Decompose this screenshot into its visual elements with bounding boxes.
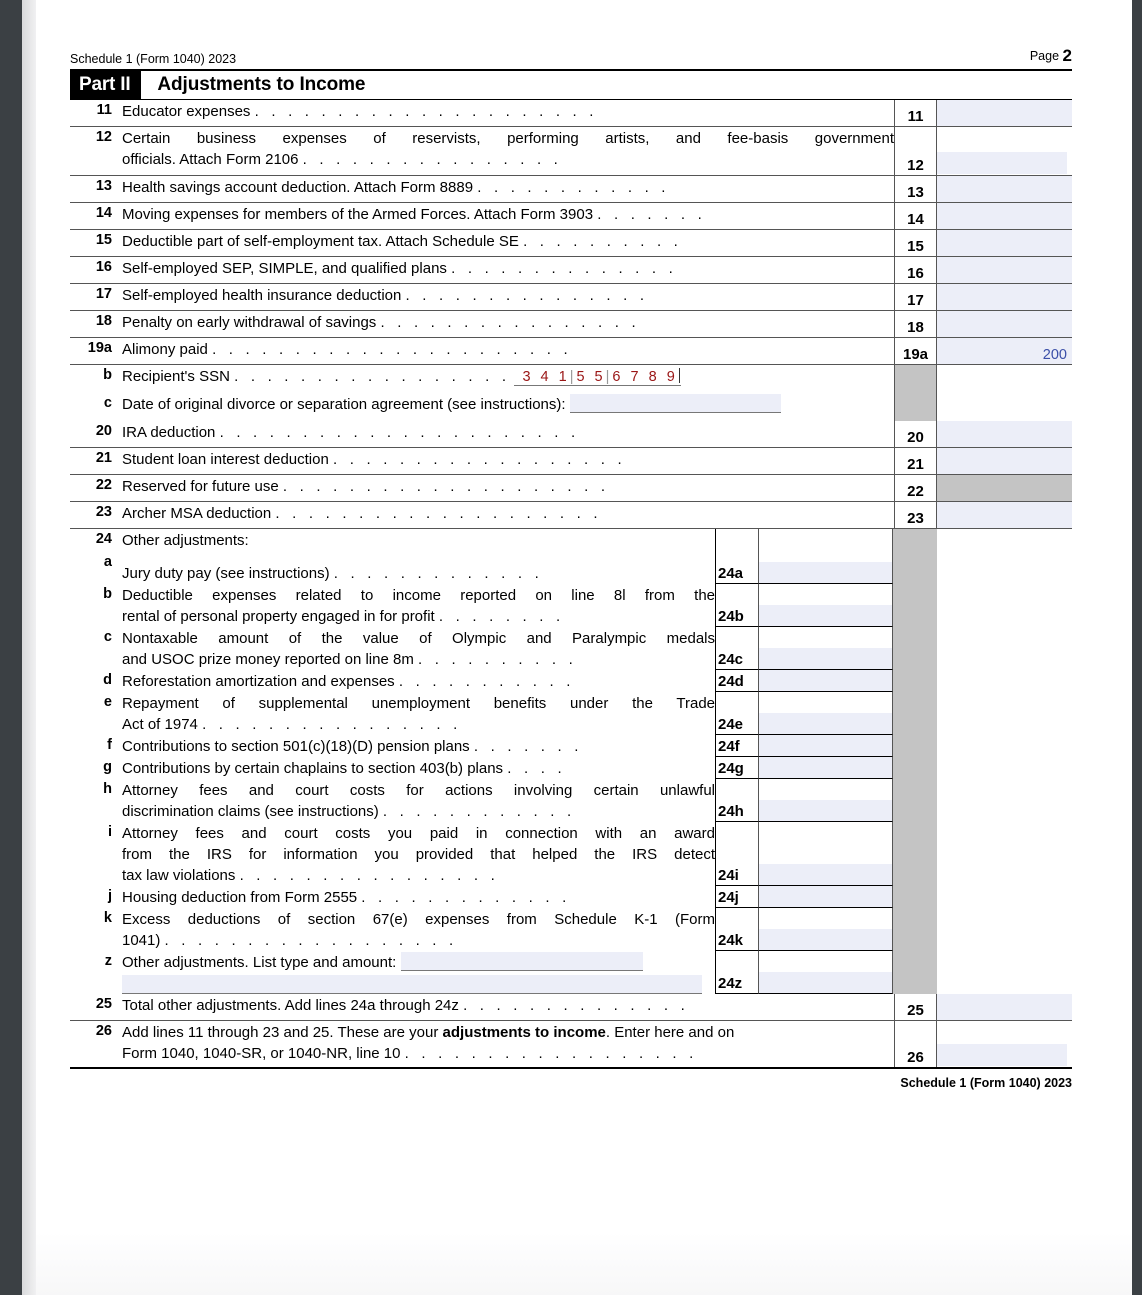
right-spacer <box>937 670 1072 692</box>
line-box-number: 24f <box>715 735 759 757</box>
page-number-label: Page 2 <box>1029 46 1072 65</box>
form-line-19a <box>70 338 1072 365</box>
amount-cell-group <box>894 257 1072 283</box>
mid-box-spacer <box>715 529 759 552</box>
line-number: 17 <box>95 286 112 302</box>
line-number: 11 <box>96 102 112 118</box>
line-number: 24 <box>95 531 112 547</box>
leader-dots: . . . . . . . . . . . . . . . . <box>239 867 499 884</box>
line-number: 13 <box>95 178 112 194</box>
other-adjustment-type-input[interactable] <box>401 952 643 971</box>
form-line-24b <box>70 584 1072 627</box>
line-box-number: 19a <box>894 338 937 364</box>
line-box-number: 12 <box>894 127 937 175</box>
line-box-number: 14 <box>894 203 937 229</box>
line-letter: f <box>107 737 112 753</box>
line-letter: c <box>103 629 112 645</box>
line-letter: z <box>104 953 112 969</box>
line-description: Repayment of supplemental unemployment benefits under the Trade Act of 1974 . . . . . . . . . . . . . . . . <box>122 695 715 733</box>
leader-dots: . . . . . . . . . . . . . . . . . . . . <box>282 478 610 495</box>
form-line-22 <box>70 475 1072 502</box>
amount-cell-group <box>894 311 1072 337</box>
amount-input-15[interactable] <box>937 230 1072 256</box>
form-line-24h <box>70 779 1072 822</box>
leader-dots: . . . . . . . <box>473 738 583 755</box>
amount-input-26-field[interactable] <box>937 1044 1067 1066</box>
line-description: Excess deductions of section 67(e) expenses from Schedule K-1 (Form 1041) . . . . . . . . . . . . . . . . . . <box>122 911 715 949</box>
line-box-shaded <box>894 365 937 393</box>
amount-input-25[interactable] <box>937 994 1072 1020</box>
form-line-24f <box>70 735 1072 757</box>
line-box-number: 24a <box>715 552 759 584</box>
leader-dots: . . . . . . . . . . . . . . <box>463 997 689 1014</box>
amount-input-17[interactable] <box>937 284 1072 310</box>
line-description: Student loan interest deduction . . . . . . . . . . . . . . . . . . <box>122 451 626 468</box>
leader-dots: . . . . . . . . <box>438 608 565 625</box>
line-letter: e <box>103 694 112 710</box>
amount-input-13[interactable] <box>937 176 1072 202</box>
leader-dots: . . . . <box>507 760 566 777</box>
line-box-number: 24k <box>715 908 759 951</box>
right-spacer <box>937 692 1072 735</box>
line-number: 15 <box>95 232 112 248</box>
part-ii-banner <box>70 71 1072 100</box>
amount-cell-group <box>894 284 1072 310</box>
form-line-24i <box>70 822 1072 886</box>
form-line-24j <box>70 886 1072 908</box>
line-letter: c <box>103 395 112 411</box>
amount-cell-group <box>894 365 1072 393</box>
form-line-16 <box>70 257 1072 284</box>
line-box-number: 23 <box>894 502 937 528</box>
line-number: 26 <box>95 1023 112 1039</box>
line-description: Certain business expenses of reservists, performing artists, and fee-basis government officials. Attach Form 2106 . . . . . . . . . . . . . . . . <box>122 130 894 168</box>
form-line-24c <box>70 627 1072 670</box>
leader-dots: . . . . . . . . . . . . . <box>333 565 543 582</box>
pdf-page-bottom-margin <box>36 1232 1132 1295</box>
amount-cell-blank-19c <box>937 393 1072 421</box>
leader-dots: . . . . . . . . . . . . <box>477 179 670 196</box>
line-letter: i <box>107 824 112 840</box>
form-line-12 <box>70 127 1072 176</box>
line-description: Moving expenses for members of the Armed Forces. Attach Form 3903 . . . . . . . <box>122 206 706 223</box>
leader-dots: . . . . . . . . . . . . . . . <box>405 287 649 304</box>
leader-dots: . . . . . . . . . . . . . . . . . . . . . <box>254 103 598 120</box>
form-line-11 <box>70 100 1072 127</box>
form-line-24g <box>70 757 1072 779</box>
amount-cell-group <box>894 475 1072 501</box>
amount-input-12[interactable] <box>937 127 1072 175</box>
line-description: Date of original divorce or separation agreement (see instructions): <box>122 393 894 421</box>
irs-schedule1-page2 <box>70 46 1072 1090</box>
shaded-spacer-column <box>893 735 937 757</box>
form-line-24z <box>70 951 1072 994</box>
line-number: 22 <box>95 477 112 493</box>
shaded-spacer-column <box>893 757 937 779</box>
amount-cell-group <box>894 203 1072 229</box>
line-description: Total other adjustments. Add lines 24a through 24z . . . . . . . . . . . . . . <box>122 997 689 1014</box>
amount-cell-group <box>894 994 1072 1020</box>
leader-dots: . . . . . . . . . . . . . . . . . <box>234 368 511 385</box>
line-description: Jury duty pay (see instructions) . . . . . . . . . . . . . <box>122 565 543 582</box>
amount-input-24g[interactable] <box>759 757 893 779</box>
line-box-number: 24d <box>715 670 759 692</box>
amount-input-18[interactable] <box>937 311 1072 337</box>
form-line-24e <box>70 692 1072 735</box>
line-description: Penalty on early withdrawal of savings . . . . . . . . . . . . . . . . <box>122 314 640 331</box>
amount-input-24f[interactable] <box>759 735 893 757</box>
form-line-24k <box>70 908 1072 951</box>
line-letter: b <box>103 367 112 383</box>
right-spacer <box>937 779 1072 822</box>
line-description: IRA deduction . . . . . . . . . . . . . . . . . . . . . . <box>122 424 580 441</box>
shaded-spacer-column <box>893 951 937 994</box>
line-letter: d <box>103 672 112 688</box>
amount-input-20[interactable] <box>937 421 1072 447</box>
window-right-rail <box>1132 0 1142 1295</box>
shaded-spacer-column <box>893 529 937 552</box>
right-spacer <box>937 886 1072 908</box>
form-line-19c <box>70 393 1072 421</box>
leader-dots: . . . . . . . <box>597 206 706 223</box>
form-line-18 <box>70 311 1072 338</box>
emphasis-adjustments-to-income: adjustments to income <box>442 1024 606 1041</box>
leader-dots: . . . . . . . . . . . . . . . . <box>380 314 640 331</box>
line-description: Add lines 11 through 23 and 25. These are your adjustments to income. Enter here and on Form 1040, 1040-SR, or 1040-NR, line 10 . . . . . . . . . . . . . . . . . . <box>122 1024 735 1062</box>
line-number: 14 <box>95 205 112 221</box>
window-rail-gap <box>22 0 36 1295</box>
right-spacer <box>937 584 1072 627</box>
line-number: 21 <box>95 450 112 466</box>
leader-dots: . . . . . . . . . . . . <box>382 803 576 820</box>
line-box-number: 24e <box>715 692 759 735</box>
line-box-shaded <box>894 393 937 421</box>
line-box-number: 21 <box>894 448 937 474</box>
form-identifier: Schedule 1 (Form 1040) 2023 <box>70 52 237 66</box>
right-spacer <box>937 908 1072 951</box>
amount-input-19a[interactable]: 200 <box>937 338 1072 364</box>
form-line-17 <box>70 284 1072 311</box>
text-cursor <box>679 368 680 383</box>
amount-input-24z[interactable] <box>759 951 893 994</box>
form-line-26 <box>70 1021 1072 1069</box>
line-letter: h <box>103 781 112 797</box>
line-number: 16 <box>95 259 112 275</box>
leader-dots: . . . . . . . . . . . . . . . . . . <box>333 451 626 468</box>
leader-dots: . . . . . . . . . . . . . . <box>451 260 678 277</box>
line-description: Reserved for future use . . . . . . . . . . . . . . . . . . . . <box>122 478 610 495</box>
amount-input-26[interactable] <box>937 1021 1072 1067</box>
other-adjustment-type-input-line2[interactable] <box>122 975 702 994</box>
line-box-number: 24j <box>715 886 759 908</box>
line-box-number: 16 <box>894 257 937 283</box>
shaded-spacer-column <box>893 779 937 822</box>
leader-dots: . . . . . . . . . . . . . . . . . . <box>404 1045 698 1062</box>
line-description: Reforestation amortization and expenses . . . . . . . . . . . <box>122 673 575 690</box>
leader-dots: . . . . . . . . . . . . . . . . <box>302 151 563 168</box>
line-description: Alimony paid . . . . . . . . . . . . . . . . . . . . . . <box>122 341 572 358</box>
right-spacer <box>937 951 1072 994</box>
amount-input-12-field[interactable] <box>937 152 1067 174</box>
line-number: 23 <box>95 504 112 520</box>
amount-cell-group <box>894 127 1072 175</box>
leader-dots: . . . . . . . . . . . . . <box>361 889 571 906</box>
amount-input-14[interactable] <box>937 203 1072 229</box>
line-box-number: 24c <box>715 627 759 670</box>
line-number: 12 <box>95 129 112 145</box>
line-box-number: 24g <box>715 757 759 779</box>
line-description: Attorney fees and court costs you paid in connection with an award from the IRS for information you provided that helped the IRS detect tax law violations . . . . . . . . . . . . . . . . <box>122 825 715 884</box>
right-spacer <box>937 529 1072 552</box>
line-number: 19a <box>87 340 112 356</box>
line-letter: g <box>103 759 112 775</box>
amount-input-24k[interactable] <box>759 908 893 951</box>
amount-input-24j[interactable] <box>759 886 893 908</box>
line-number: 20 <box>95 423 112 439</box>
line-description: Archer MSA deduction . . . . . . . . . . . . . . . . . . . . <box>122 505 602 522</box>
leader-dots: . . . . . . . . . . . . . . . . . . . . . . <box>219 424 580 441</box>
amount-input-24i[interactable] <box>759 822 893 886</box>
amount-input-21[interactable] <box>937 448 1072 474</box>
amount-cell-reserved-22 <box>937 475 1072 501</box>
form-line-15 <box>70 230 1072 257</box>
leader-dots: . . . . . . . . . . . . . . . . . . <box>164 932 458 949</box>
line-description: Housing deduction from Form 2555 . . . . . . . . . . . . . <box>122 889 571 906</box>
form-footer: Schedule 1 (Form 1040) 2023 <box>900 1076 1072 1090</box>
line-description: Contributions to section 501(c)(18)(D) pension plans . . . . . . . <box>122 738 583 755</box>
window-left-rail <box>0 0 22 1295</box>
line-description: Deductible expenses related to income reported on line 8l from the rental of personal property engaged in for profit . . . . . . . . <box>122 587 715 625</box>
amount-cell-group <box>894 393 1072 421</box>
amount-cell-group <box>894 176 1072 202</box>
line-box-number: 25 <box>894 994 937 1020</box>
line-box-number: 24b <box>715 584 759 627</box>
amount-cell-group <box>894 421 1072 447</box>
amount-cell-group <box>894 502 1072 528</box>
shaded-spacer-column <box>893 552 937 584</box>
amount-input-24d[interactable] <box>759 670 893 692</box>
line-description: Self-employed SEP, SIMPLE, and qualified plans . . . . . . . . . . . . . . <box>122 260 678 277</box>
amount-input-23[interactable] <box>937 502 1072 528</box>
line-box-number: 17 <box>894 284 937 310</box>
line-number: 18 <box>95 313 112 329</box>
right-spacer <box>937 757 1072 779</box>
line-description: Contributions by certain chaplains to section 403(b) plans . . . . <box>122 760 566 777</box>
amount-input-16[interactable] <box>937 257 1072 283</box>
line-box-number: 11 <box>894 100 937 126</box>
amount-input-24a[interactable] <box>759 552 893 584</box>
part-tag: Part II <box>70 71 141 99</box>
shaded-spacer-column <box>893 822 937 886</box>
form-line-14 <box>70 203 1072 230</box>
form-line-21 <box>70 448 1072 475</box>
form-line-20 <box>70 421 1072 448</box>
amount-cell-group <box>894 338 1072 364</box>
amount-input-24h[interactable] <box>759 779 893 822</box>
amount-cell-group <box>894 1021 1072 1067</box>
form-line-24-header <box>70 529 1072 552</box>
page-number: 2 <box>1062 46 1072 65</box>
line-box-number: 26 <box>894 1021 937 1067</box>
shaded-spacer-column <box>893 886 937 908</box>
line-box-number: 15 <box>894 230 937 256</box>
amount-input-24e[interactable] <box>759 692 893 735</box>
line-box-number: 24z <box>715 951 759 994</box>
line-letter: j <box>107 888 112 904</box>
line-letter: b <box>103 586 112 602</box>
right-spacer <box>937 822 1072 886</box>
line-box-number: 18 <box>894 311 937 337</box>
right-spacer <box>937 735 1072 757</box>
right-spacer <box>937 627 1072 670</box>
form-line-23 <box>70 502 1072 529</box>
line-box-number: 24i <box>715 822 759 886</box>
line-letter: k <box>103 910 112 926</box>
recipient-ssn-input[interactable]: 3 4 1|5 5|6 7 8 9 <box>514 369 680 386</box>
shaded-spacer-column <box>893 908 937 951</box>
line-box-number: 20 <box>894 421 937 447</box>
line-description: Recipient's SSN . . . . . . . . . . . . . . . . . 3 4 1|5 5|6 7 8 9 <box>122 365 894 393</box>
shaded-spacer-column <box>893 627 937 670</box>
line-description: Attorney fees and court costs for actions involving certain unlawful discrimination claims (see instructions) . . . . . . . . . . . . <box>122 782 715 820</box>
line-box-number: 22 <box>894 475 937 501</box>
line-description: Health savings account deduction. Attach Form 8889 . . . . . . . . . . . . <box>122 179 670 196</box>
shaded-spacer-column <box>893 692 937 735</box>
mid-amount-spacer <box>759 529 893 552</box>
right-spacer <box>937 552 1072 584</box>
leader-dots: . . . . . . . . . . . . . . . . <box>202 716 462 733</box>
line-box-number: 24h <box>715 779 759 822</box>
leader-dots: . . . . . . . . . . <box>417 651 577 668</box>
line-description: Nontaxable amount of the value of Olympic and Paralympic medals and USOC prize money reported on line 8m . . . . . . . . . . <box>122 630 715 668</box>
amount-cell-group <box>894 448 1072 474</box>
line-description: Other adjustments. List type and amount: <box>122 951 715 994</box>
form-line-24d <box>70 670 1072 692</box>
form-line-13 <box>70 176 1072 203</box>
amount-cell-blank-19b <box>937 365 1072 393</box>
line-description: Educator expenses . . . . . . . . . . . . . . . . . . . . . <box>122 103 598 120</box>
divorce-date-input[interactable] <box>570 394 781 413</box>
amount-cell-group <box>894 100 1072 126</box>
form-line-24a <box>70 552 1072 584</box>
page-header <box>70 46 1072 69</box>
line-description: Other adjustments: <box>122 532 249 549</box>
form-line-19b <box>70 365 1072 393</box>
shaded-spacer-column <box>893 584 937 627</box>
leader-dots: . . . . . . . . . . . <box>398 673 575 690</box>
line-description: Self-employed health insurance deduction . . . . . . . . . . . . . . . <box>122 287 649 304</box>
amount-input-24b[interactable] <box>759 584 893 627</box>
form-line-25 <box>70 994 1072 1021</box>
shaded-spacer-column <box>893 670 937 692</box>
leader-dots: . . . . . . . . . . . . . . . . . . . . <box>275 505 602 522</box>
line-description: Deductible part of self-employment tax. Attach Schedule SE . . . . . . . . . . <box>122 233 683 250</box>
line-letter: a <box>103 554 112 570</box>
part-title: Adjustments to Income <box>157 74 366 95</box>
leader-dots: . . . . . . . . . . <box>523 233 683 250</box>
leader-dots: . . . . . . . . . . . . . . . . . . . . . . <box>212 341 572 358</box>
line-number: 25 <box>95 996 112 1012</box>
amount-input-11[interactable] <box>937 100 1072 126</box>
line-box-number: 13 <box>894 176 937 202</box>
amount-input-24c[interactable] <box>759 627 893 670</box>
amount-cell-group <box>894 230 1072 256</box>
